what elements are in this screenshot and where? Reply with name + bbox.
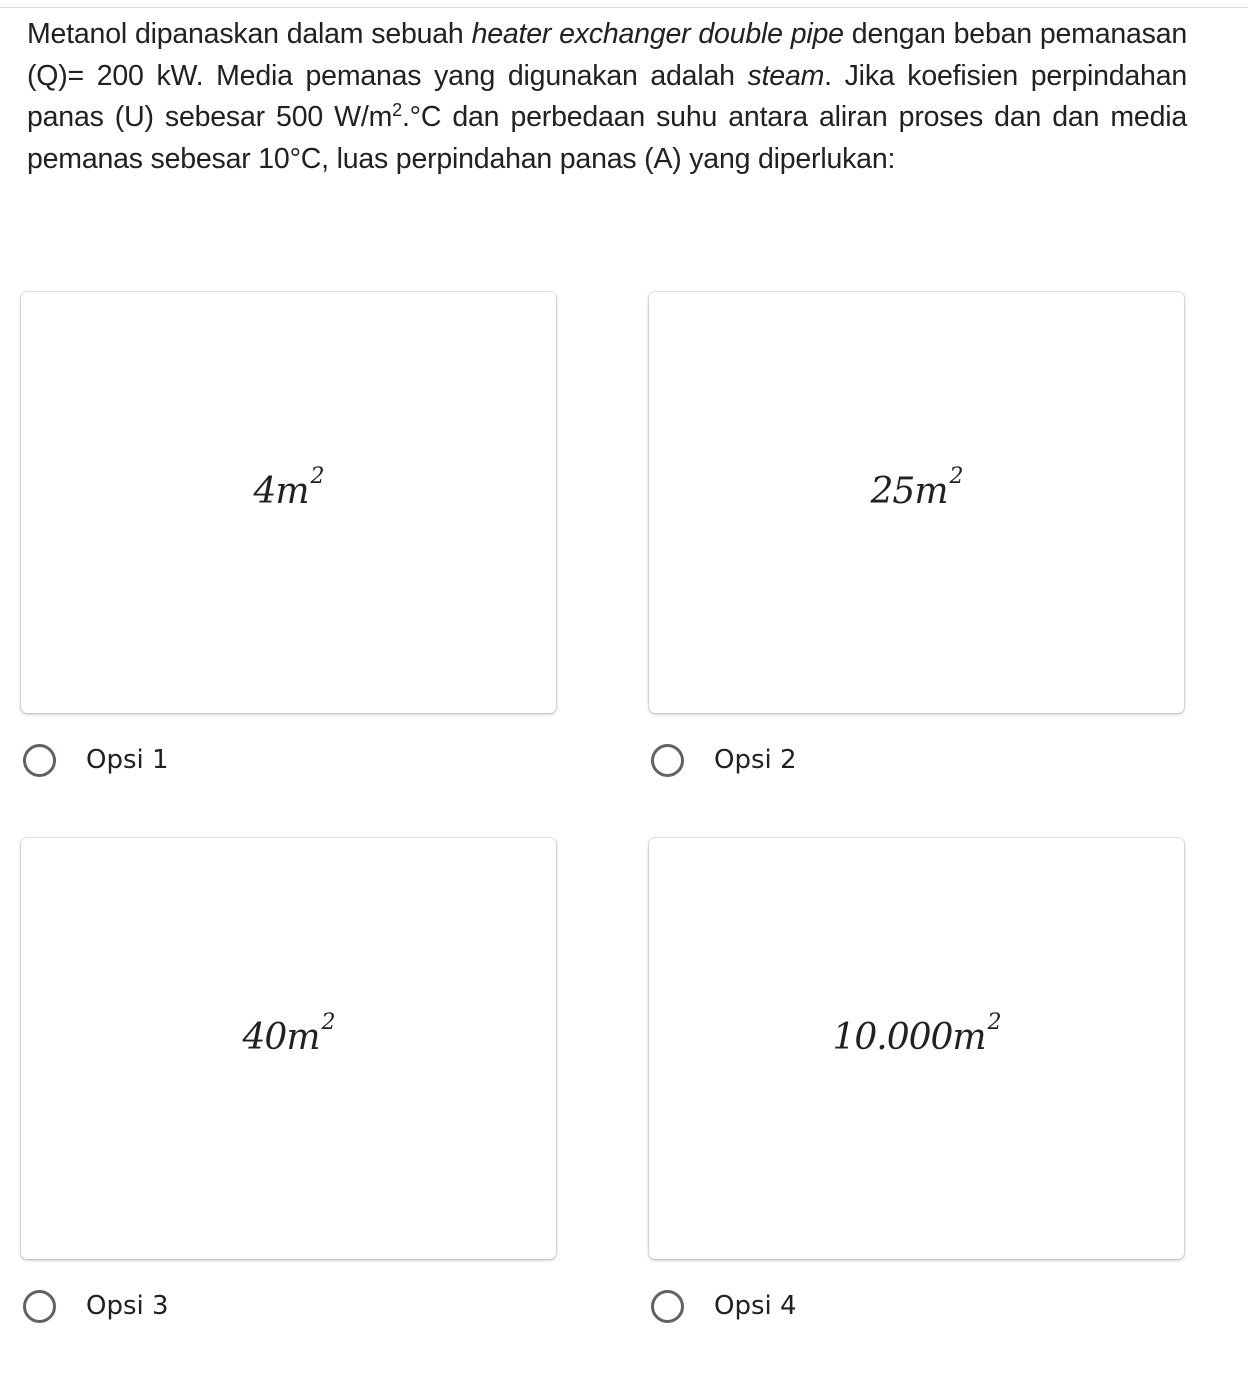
option-image-card-3[interactable] bbox=[21, 838, 556, 1259]
radio-unchecked-icon[interactable] bbox=[651, 1290, 684, 1323]
question-text-part: .°C dan perbedaan suhu antara aliran proses dan dan media pemanas sebesar 10°C, luas perpindahan panas (A) yang diperlukan: bbox=[27, 101, 1187, 175]
option-image-card-4[interactable] bbox=[649, 838, 1184, 1259]
question-text-italic: heater exchanger double pipe bbox=[471, 18, 844, 50]
option-1[interactable] bbox=[23, 738, 169, 782]
option-4[interactable] bbox=[651, 1284, 797, 1328]
option-formula-2: $25m^2$ bbox=[870, 464, 963, 512]
option-image-card-1[interactable] bbox=[21, 292, 556, 713]
option-formula-3: $40m^2$ bbox=[242, 1010, 335, 1058]
option-label-2[interactable]: Opsi 2 bbox=[714, 745, 797, 775]
option-label-3[interactable]: Opsi 3 bbox=[86, 1291, 169, 1321]
option-formula-1: $4m^2$ bbox=[253, 464, 324, 512]
option-image-card-2[interactable] bbox=[649, 292, 1184, 713]
option-label-1[interactable]: Opsi 1 bbox=[86, 745, 169, 775]
radio-unchecked-icon[interactable] bbox=[651, 744, 684, 777]
question-text-part: Metanol dipanaskan dalam sebuah bbox=[27, 18, 472, 50]
option-2[interactable] bbox=[651, 738, 797, 782]
question-superscript: 2 bbox=[392, 100, 402, 120]
question-text-part: . Jika koefisien perpindahan panas (U) sebesar 500 W/m bbox=[27, 59, 1188, 133]
question-text-italic: steam bbox=[747, 59, 825, 92]
question-text-part: dengan beban pemanasan (Q)= 200 kW. Media pemanas yang digunakan adalah bbox=[27, 18, 1188, 92]
top-divider bbox=[0, 7, 1248, 8]
option-3[interactable] bbox=[23, 1284, 169, 1328]
radio-unchecked-icon[interactable] bbox=[23, 1290, 56, 1323]
option-label-4[interactable]: Opsi 4 bbox=[714, 1291, 797, 1321]
radio-unchecked-icon[interactable] bbox=[23, 744, 56, 777]
question-text bbox=[27, 14, 1187, 180]
option-formula-4: $10.000m^2$ bbox=[832, 1010, 1001, 1058]
